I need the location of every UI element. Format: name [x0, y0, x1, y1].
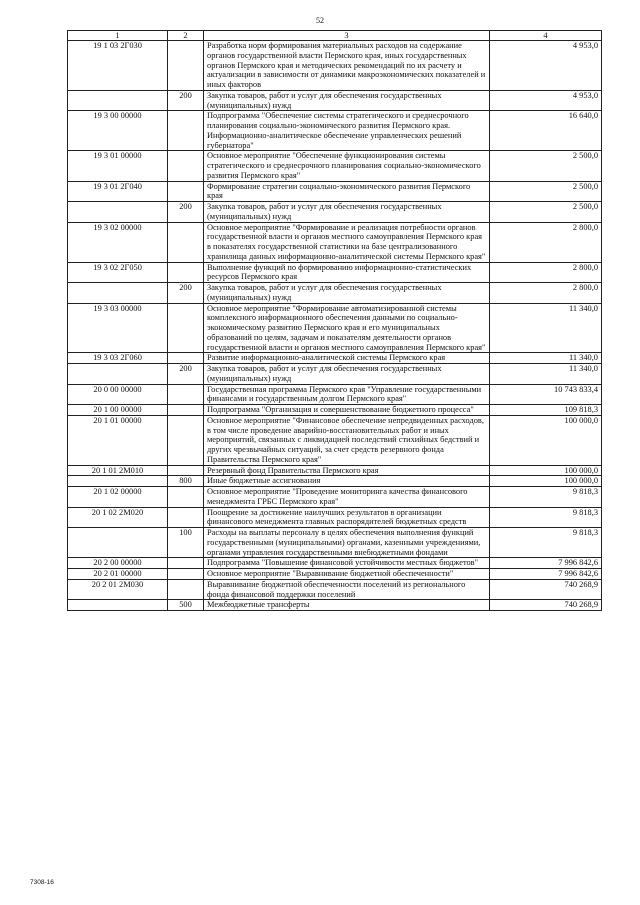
row-description: Основное мероприятие "Формирование автоматизированной системы комплексного информационного обеспечения данными по социально-экономическому развитию Пермского края и его муниципальных образований по целям, задачам и показателям деятельности органов государственной власти и органов местного самоуправления Пермского края"	[204, 303, 490, 353]
table-row	[68, 415, 602, 465]
row-description: Государственная программа Пермского края "Управление государственными финансами и государственным долгом Пермского края"	[204, 384, 490, 405]
row-description: Основное мероприятие "Проведение мониторинга качества финансового менеджмента ГРБС Пермского края"	[204, 487, 490, 508]
row-description: Закупка товаров, работ и услуг для обеспечения государственных (муниципальных) нужд	[204, 202, 490, 223]
row-description: Выравнивание бюджетной обеспеченности поселений из регионального фонда финансовой поддержки поселений	[204, 579, 490, 600]
row-amount: 9 818,3	[490, 507, 602, 528]
row-description: Закупка товаров, работ и услуг для обеспечения государственных (муниципальных) нужд	[204, 90, 490, 111]
row-code: 20 2 00 00000	[68, 558, 168, 569]
row-description: Резервный фонд Правительства Пермского края	[204, 465, 490, 476]
row-amount: 740 268,9	[490, 579, 602, 600]
row-description: Подпрограмма "Обеспечение системы стратегического и среднесрочного планирования социально-экономического развития Пермского края. Информационно-аналитическое обеспечение управленческих решений губернатора"	[204, 111, 490, 151]
row-expense-type	[168, 111, 204, 151]
row-code: 20 1 02 00000	[68, 487, 168, 508]
table-row	[68, 384, 602, 405]
col-header-4: 4	[490, 31, 602, 41]
row-description: Поощрение за достижение наилучших результатов в организации финансового менеджмента главных распорядителей бюджетных средств	[204, 507, 490, 528]
row-amount: 16 640,0	[490, 111, 602, 151]
row-amount: 100 000,0	[490, 415, 602, 465]
row-code: 20 1 01 00000	[68, 415, 168, 465]
row-amount: 100 000,0	[490, 465, 602, 476]
table-row	[68, 90, 602, 111]
row-code: 19 3 01 00000	[68, 151, 168, 181]
row-expense-type: 200	[168, 90, 204, 111]
col-header-1: 1	[68, 31, 168, 41]
row-code	[68, 202, 168, 223]
table-row	[68, 151, 602, 181]
row-description: Формирование стратегии социально-экономического развития Пермского края	[204, 181, 490, 202]
row-code	[68, 364, 168, 385]
row-code: 19 3 00 00000	[68, 111, 168, 151]
row-description: Расходы на выплаты персоналу в целях обеспечения выполнения функций государственными (муниципальными) органами, казенными учреждениями, органами управления государственными внебюджетными фондами	[204, 528, 490, 558]
row-expense-type: 200	[168, 202, 204, 223]
row-description: Подпрограмма "Организация и совершенствование бюджетного процесса"	[204, 405, 490, 416]
document-id: 7308-16	[30, 879, 54, 886]
row-amount: 7 996 842,6	[490, 569, 602, 580]
row-expense-type	[168, 569, 204, 580]
table-row	[68, 569, 602, 580]
row-code: 19 3 03 00000	[68, 303, 168, 353]
row-description: Основное мероприятие "Финансовое обеспечение непредвиденных расходов, в том числе проведение аварийно-восстановительных работ и иных мероприятий, связанных с ликвидацией последствий стихийных бедствий и других чрезвычайных ситуаций, за счет средств резервного фонда Правительства Пермского края"	[204, 415, 490, 465]
table-row	[68, 41, 602, 91]
row-amount: 2 500,0	[490, 151, 602, 181]
row-expense-type	[168, 151, 204, 181]
row-description: Разработка норм формирования материальных расходов на содержание органов государственной власти Пермского края, иных государственных органов Пермского края и методических рекомендаций по их расчету и актуализации в зависимости от динамики макроэкономических показателей и иных факторов	[204, 41, 490, 91]
row-code: 19 3 02 2Г050	[68, 262, 168, 283]
table-row	[68, 558, 602, 569]
row-amount: 9 818,3	[490, 487, 602, 508]
row-expense-type: 200	[168, 364, 204, 385]
row-code	[68, 476, 168, 487]
table-row	[68, 579, 602, 600]
row-expense-type	[168, 415, 204, 465]
row-expense-type	[168, 579, 204, 600]
row-expense-type	[168, 262, 204, 283]
row-amount: 2 800,0	[490, 262, 602, 283]
header-row	[68, 31, 602, 41]
row-description: Основное мероприятие "Обеспечение функционирования системы стратегического и среднесрочного планирования социально-экономического развития Пермского края"	[204, 151, 490, 181]
row-description: Подпрограмма "Повышение финансовой устойчивости местных бюджетов"	[204, 558, 490, 569]
row-expense-type	[168, 222, 204, 262]
row-amount: 2 500,0	[490, 202, 602, 223]
row-code	[68, 600, 168, 611]
row-expense-type	[168, 487, 204, 508]
row-code: 20 1 00 00000	[68, 405, 168, 416]
row-amount: 4 953,0	[490, 41, 602, 91]
row-code: 20 2 01 2М030	[68, 579, 168, 600]
page-number: 52	[316, 16, 324, 25]
row-amount: 109 818,3	[490, 405, 602, 416]
row-code: 19 1 03 2Г030	[68, 41, 168, 91]
row-description: Иные бюджетные ассигнования	[204, 476, 490, 487]
table-row	[68, 353, 602, 364]
row-code: 19 3 01 2Г040	[68, 181, 168, 202]
row-expense-type	[168, 405, 204, 416]
row-expense-type	[168, 558, 204, 569]
table-row	[68, 487, 602, 508]
row-description: Межбюджетные трансферты	[204, 600, 490, 611]
table-row	[68, 283, 602, 304]
budget-table	[67, 30, 602, 611]
row-code: 20 1 01 2М010	[68, 465, 168, 476]
table-row	[68, 364, 602, 385]
row-description: Основное мероприятие "Выравнивание бюджетной обеспеченности"	[204, 569, 490, 580]
row-expense-type: 800	[168, 476, 204, 487]
row-code: 20 0 00 00000	[68, 384, 168, 405]
row-expense-type	[168, 465, 204, 476]
row-amount: 100 000,0	[490, 476, 602, 487]
row-amount: 4 953,0	[490, 90, 602, 111]
row-amount: 10 743 833,4	[490, 384, 602, 405]
row-code	[68, 283, 168, 304]
row-description: Выполнение функций по формированию информационно-статистических ресурсов Пермского края	[204, 262, 490, 283]
row-code	[68, 528, 168, 558]
col-header-3: 3	[204, 31, 490, 41]
table-row	[68, 528, 602, 558]
table-row	[68, 181, 602, 202]
row-expense-type: 100	[168, 528, 204, 558]
row-expense-type	[168, 41, 204, 91]
col-header-2: 2	[168, 31, 204, 41]
row-expense-type	[168, 507, 204, 528]
row-code: 20 2 01 00000	[68, 569, 168, 580]
row-amount: 11 340,0	[490, 353, 602, 364]
table-row	[68, 476, 602, 487]
row-code: 19 3 03 2Г060	[68, 353, 168, 364]
row-expense-type: 200	[168, 283, 204, 304]
row-expense-type: 500	[168, 600, 204, 611]
row-description: Закупка товаров, работ и услуг для обеспечения государственных (муниципальных) нужд	[204, 364, 490, 385]
table-row	[68, 405, 602, 416]
row-amount: 2 500,0	[490, 181, 602, 202]
row-expense-type	[168, 384, 204, 405]
row-amount: 11 340,0	[490, 364, 602, 385]
row-description: Основное мероприятие "Формирование и реализация потребности органов государственной власти и органов местного самоуправления Пермского края в показателях государственной статистики на базе централизованного хранилища данных информационно-аналитической системы Пермского края"	[204, 222, 490, 262]
table-row	[68, 600, 602, 611]
row-amount: 11 340,0	[490, 303, 602, 353]
table-row	[68, 507, 602, 528]
row-amount: 7 996 842,6	[490, 558, 602, 569]
row-expense-type	[168, 181, 204, 202]
row-code: 19 3 02 00000	[68, 222, 168, 262]
row-expense-type	[168, 303, 204, 353]
row-description: Закупка товаров, работ и услуг для обеспечения государственных (муниципальных) нужд	[204, 283, 490, 304]
table-row	[68, 222, 602, 262]
row-amount: 9 818,3	[490, 528, 602, 558]
table-row	[68, 111, 602, 151]
row-amount: 2 800,0	[490, 222, 602, 262]
row-amount: 740 268,9	[490, 600, 602, 611]
table-row	[68, 262, 602, 283]
row-description: Развитие информационно-аналитической системы Пермского края	[204, 353, 490, 364]
table-row	[68, 465, 602, 476]
table-row	[68, 303, 602, 353]
row-code: 20 1 02 2М020	[68, 507, 168, 528]
row-code	[68, 90, 168, 111]
table-row	[68, 202, 602, 223]
row-expense-type	[168, 353, 204, 364]
row-amount: 2 800,0	[490, 283, 602, 304]
